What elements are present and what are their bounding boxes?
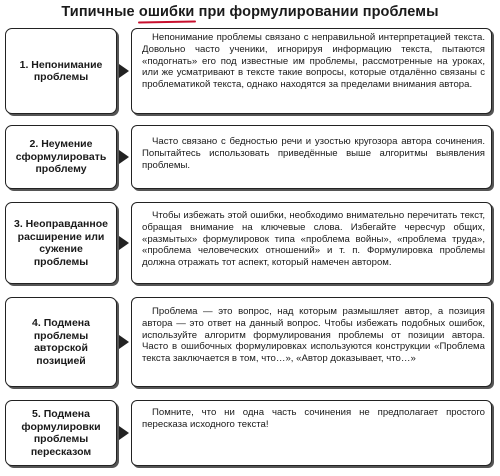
error-description-1: Непонимание проблемы связано с неправильной интерпретацией текста. Довольно часто ученики, игнорируя информацию текста, пытаются «подогнать» его под известные им проблемы, рассмотренные на уроках, или же усматривают в тексте такие вопросы, которые отдалённо связаны с проблематикой текста, однако находятся за пределами внимания автора. — [131, 28, 492, 114]
error-description-2: Часто связано с бедностью речи и узостью кругозора автора сочинения. Попытайтесь использовать приведённые выше алгоритмы выявления проблемы. — [131, 125, 492, 189]
arrow-right-icon — [119, 335, 129, 349]
title-highlight: ошибки — [138, 4, 195, 20]
error-label-1: 1. Непонимание проблемы — [5, 28, 117, 114]
error-row-1 — [5, 28, 492, 114]
error-row-3 — [5, 202, 492, 284]
error-row-5 — [5, 400, 492, 466]
page-title — [0, 4, 500, 20]
arrow-right-icon — [119, 150, 129, 164]
error-description-3: Чтобы избежать этой ошибки, необходимо внимательно перечитать текст, обращая внимание на ключевые слова. Избегайте чересчур общих, «размытых» формулировок типа «проблема войны», «проблема труда», «проблема человеческих отношений» и т. п. Формулировка проблемы должна отражать тот аспект, который намечен автором. — [131, 202, 492, 284]
title-suffix: при формулировании проблемы — [194, 4, 439, 20]
error-description-4: Проблема — это вопрос, над которым размышляет автор, а позиция автора — это ответ на данный вопрос. Чтобы избежать подобных ошибок, используйте алгоритм формулирования проблемы от позиции автора. Часто в ошибочных формулировках используются конструкции «Проблема текста заключается в том, что…», «Автор доказывает, что…» — [131, 297, 492, 387]
arrow-right-icon — [119, 426, 129, 440]
arrow-right-icon — [119, 236, 129, 250]
error-description-5: Помните, что ни одна часть сочинения не предполагает простого пересказа исходного текста! — [131, 400, 492, 466]
error-row-4 — [5, 297, 492, 387]
title-prefix: Типичные — [61, 4, 139, 20]
error-label-4: 4. Подмена проблемы авторской позицией — [5, 297, 117, 387]
error-label-5: 5. Подмена формулировки проблемы пересказом — [5, 400, 117, 466]
arrow-right-icon — [119, 64, 129, 78]
error-label-3: 3. Неоправданное расширение или сужение проблемы — [5, 202, 117, 284]
error-row-2 — [5, 125, 492, 189]
error-label-2: 2. Неумение сформулировать проблему — [5, 125, 117, 189]
